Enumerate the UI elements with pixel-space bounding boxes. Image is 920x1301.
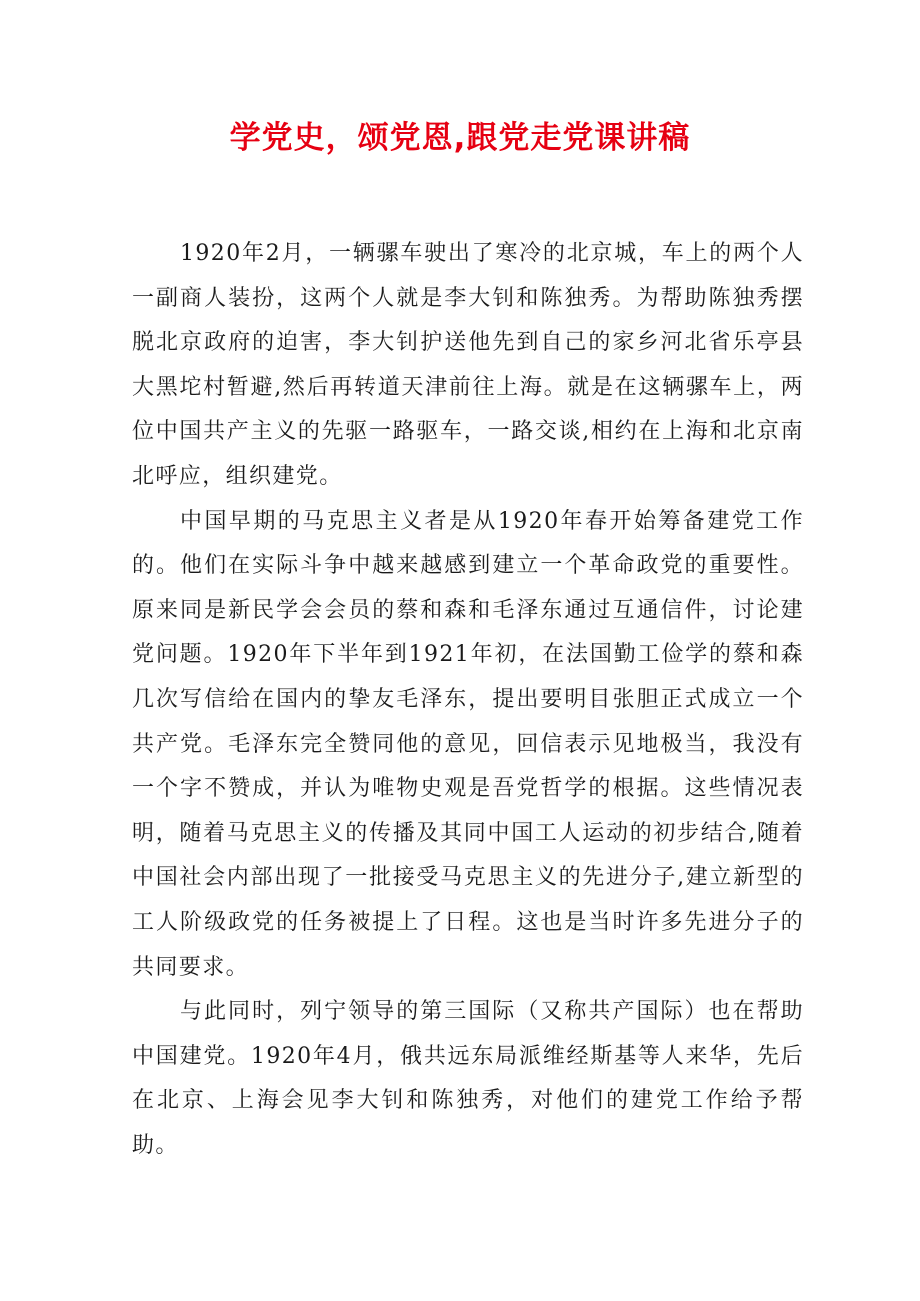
document-title: 学党史，颂党恩,跟党走党课讲稿	[229, 120, 691, 156]
paragraph-2: 中国早期的马克思主义者是从1920年春开始筹备建党工作的。他们在实际斗争中越来越感到建立一个革命政党的重要性。原来同是新民学会会员的蔡和森和毛泽东通过互通信件，讨论建党问题。1920年下半年到1921年初，在法国勤工俭学的蔡和森几次写信给在国内的挚友毛泽东，提出要明目张胆正式成立一个共产党。毛泽东完全赞同他的意见，回信表示见地极当，我没有一个字不赞成，并认为唯物史观是吾党哲学的根据。这些情况表明，随着马克思主义的传播及其同中国工人运动的初步结合,随着中国社会内部出现了一批接受马克思主义的先进分子,建立新型的工人阶级政党的任务被提上了日程。这也是当时许多先进分子的共同要求。	[132, 508, 804, 980]
paragraph-1: 1920年2月，一辆骡车驶出了寒冷的北京城，车上的两个人一副商人装扮，这两个人就是李大钊和陈独秀。为帮助陈独秀摆脱北京政府的迫害，李大钊护送他先到自己的家乡河北省乐亭县大黑坨村暂避,然后再转道天津前往上海。就是在这辆骡车上，两位中国共产主义的先驱一路驱车，一路交谈,相约在上海和北京南北呼应，组织建党。	[132, 241, 804, 489]
paragraph-3: 与此同时，列宁领导的第三国际（又称共产国际）也在帮助中国建党。1920年4月，俄共远东局派维经斯基等人来华，先后在北京、上海会见李大钊和陈独秀，对他们的建党工作给予帮助。	[132, 999, 804, 1158]
document-body	[132, 232, 804, 1168]
